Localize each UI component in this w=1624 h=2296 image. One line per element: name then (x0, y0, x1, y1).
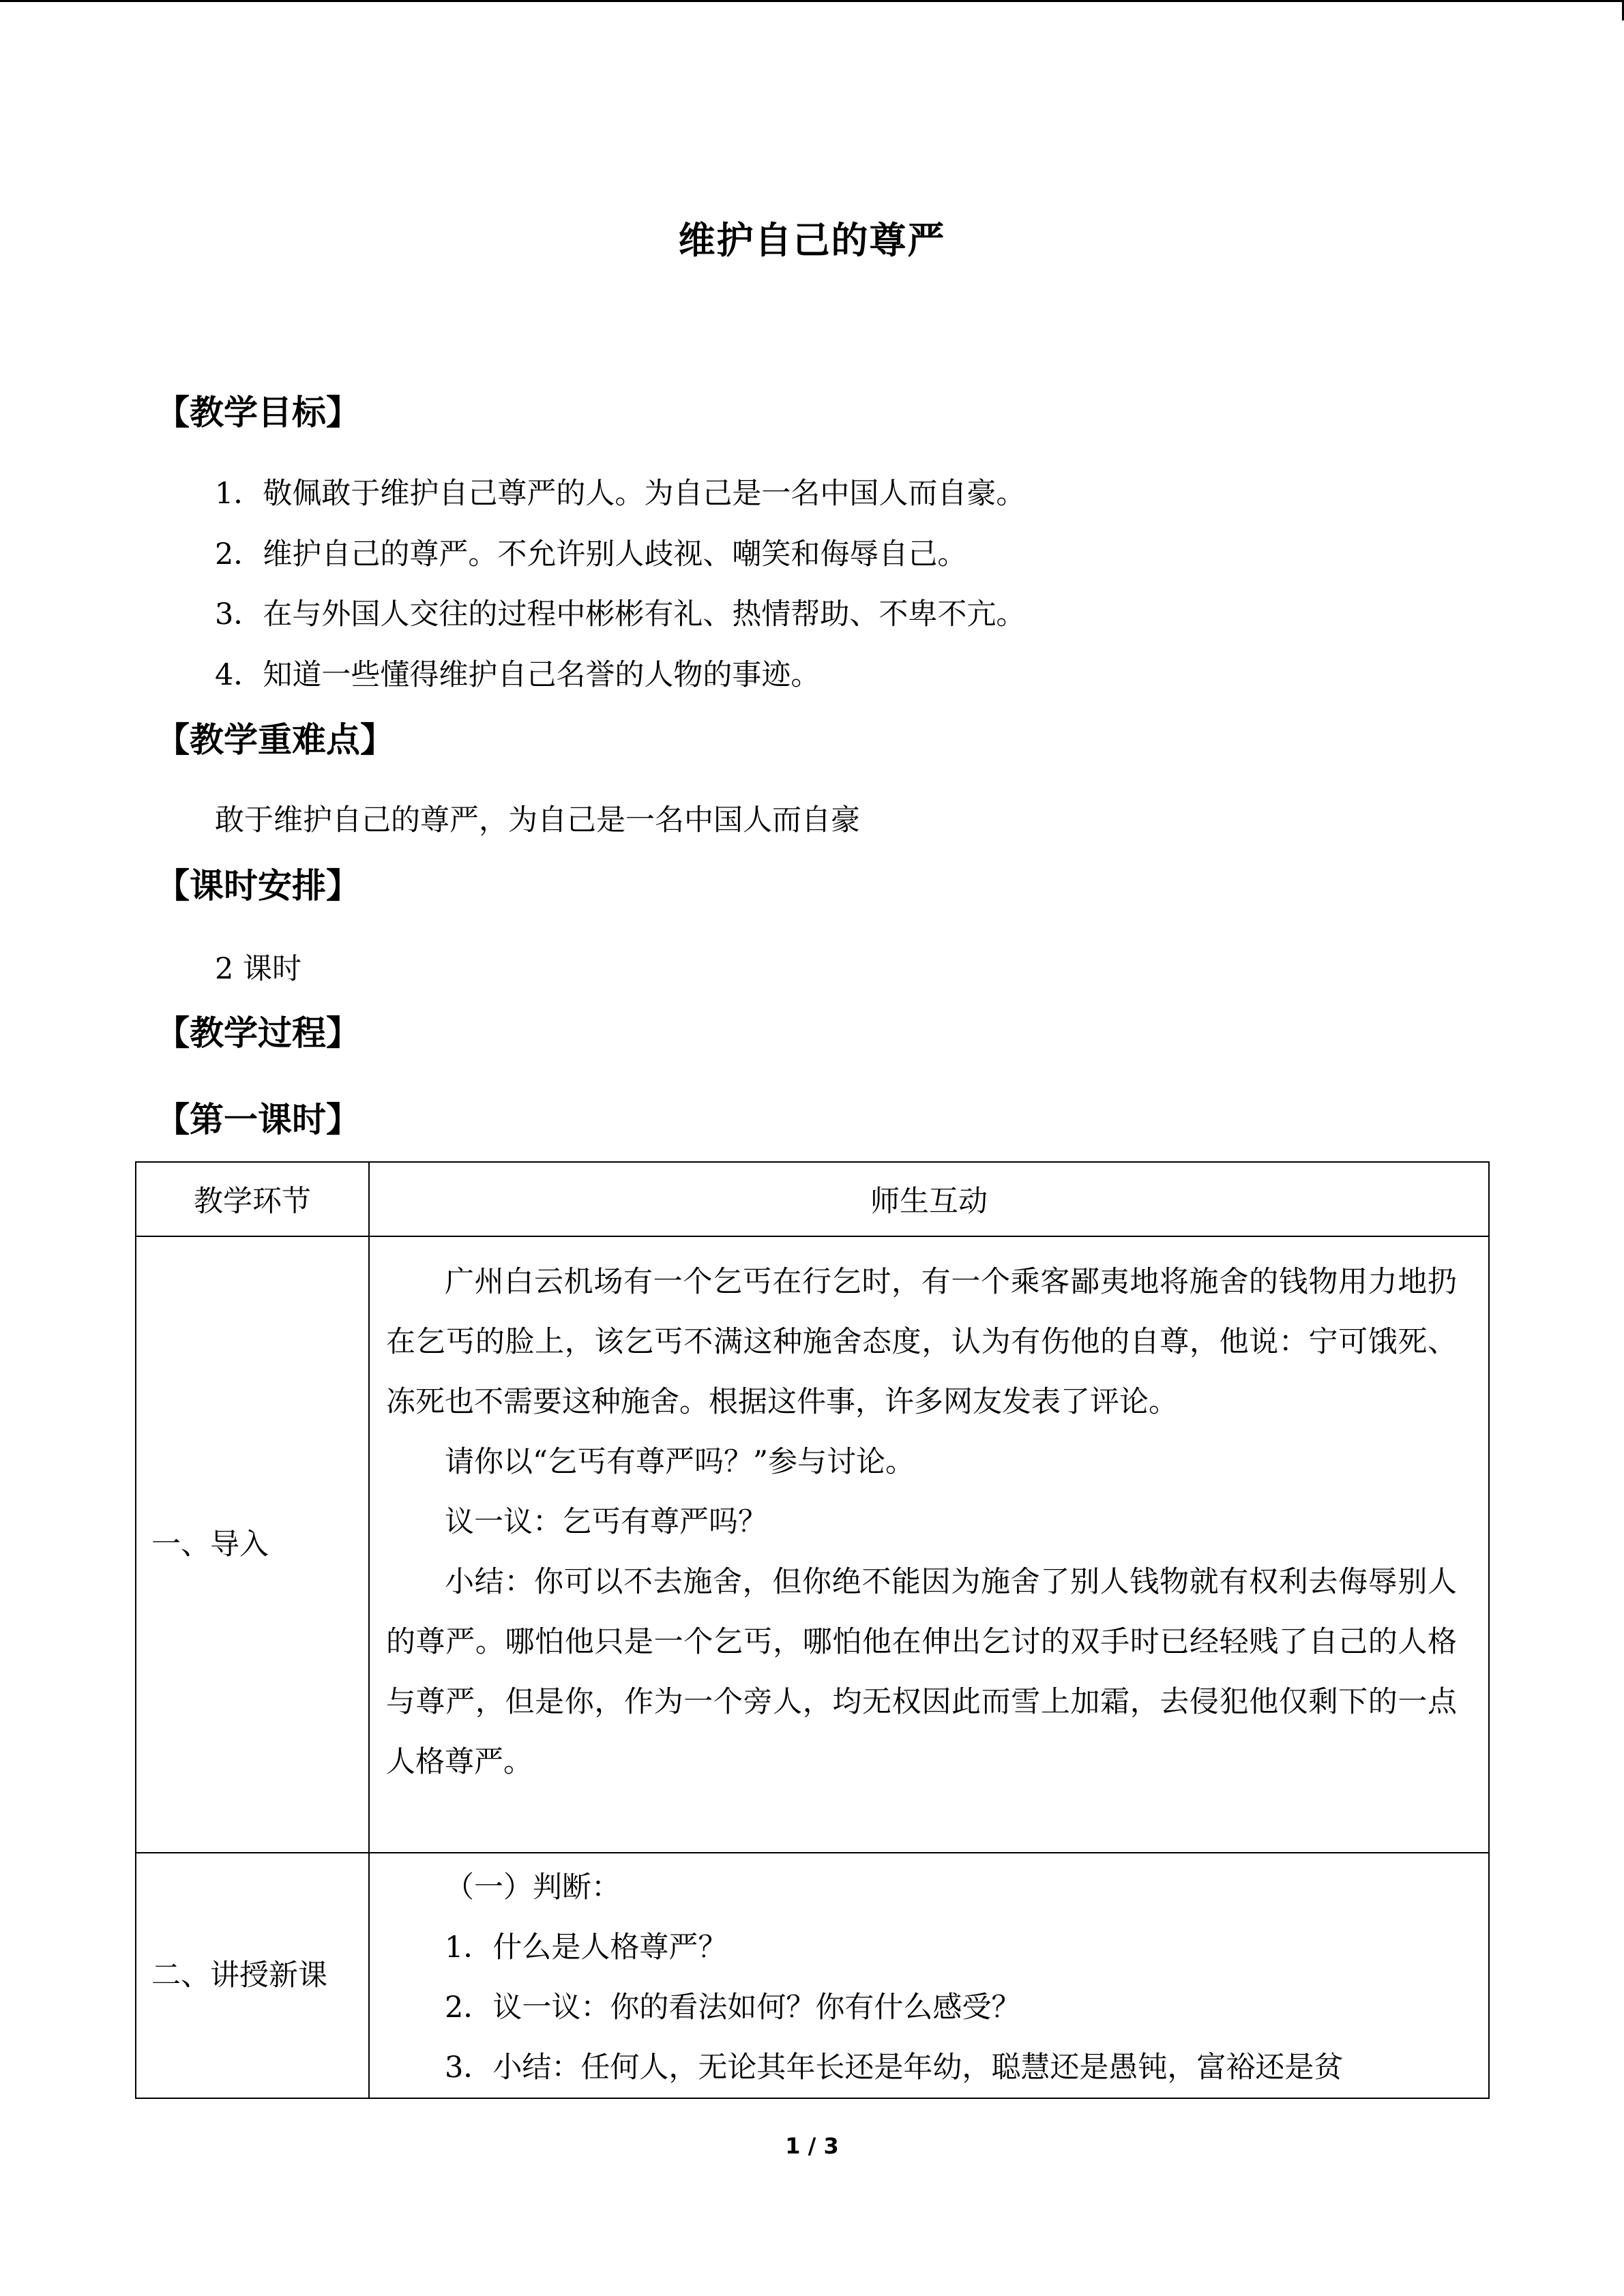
page-title: 维护自己的尊严 (678, 219, 946, 262)
header-stage: 教学环节 (136, 1162, 369, 1236)
interaction-paragraph: 3．小结：任何人，无论其年长还是年幼，聪慧还是愚钝，富裕还是贫 (445, 2051, 1344, 2085)
goal-item: 1．敬佩敢于维护自己尊严的人。为自己是一名中国人而自豪。 (215, 477, 1026, 511)
interaction-cell (369, 1236, 1489, 1853)
header-interaction: 师生互动 (369, 1162, 1489, 1236)
lesson-one-heading: 【第一课时】 (156, 1100, 360, 1139)
interaction-cell (369, 1853, 1489, 2098)
process-heading: 【教学过程】 (156, 1013, 360, 1053)
lesson-table (135, 1161, 1490, 2099)
table-row (136, 1236, 1489, 1853)
stage-cell: 一、导入 (136, 1236, 369, 1853)
interaction-paragraph: 1．什么是人格尊严？ (445, 1930, 728, 1965)
goal-item: 4．知道一些懂得维护自己名誉的人物的事迹。 (215, 658, 821, 692)
key-points-text: 敢于维护自己的尊严，为自己是一名中国人而自豪 (215, 803, 860, 837)
page-number: 1 / 3 (785, 2133, 839, 2159)
goal-item: 3．在与外国人交往的过程中彬彬有礼、热情帮助、不卑不亢。 (215, 597, 1026, 631)
key-points-heading: 【教学重难点】 (156, 720, 394, 760)
schedule-text: 2 课时 (215, 952, 302, 986)
interaction-paragraph: 2．议一议：你的看法如何？你有什么感受？ (445, 1991, 1021, 2025)
table-header-row (136, 1162, 1489, 1236)
interaction-paragraph: 请你以“乞丐有尊严吗？”参与讨论。 (445, 1445, 915, 1479)
table-row (136, 1853, 1489, 2098)
interaction-paragraph: （一）判断： (445, 1870, 621, 1905)
goal-item: 2．维护自己的尊严。不允许别人歧视、嘲笑和侮辱自己。 (215, 537, 967, 571)
schedule-heading: 【课时安排】 (156, 866, 360, 906)
goals-heading: 【教学目标】 (156, 393, 360, 432)
top-border (0, 0, 1624, 2)
interaction-paragraph: 小结：你可以不去施舍，但你绝不能因为施舍了别人钱物就有权利去侮辱别人的尊严。哪怕他只是一个乞丐，哪怕他在伸出乞讨的双手时已经轻贱了自己的人格与尊严，但是你，作为一个旁人，均无权因此而雪上加霜，去侵犯他仅剩下的一点人格尊严。 (386, 1565, 1457, 1779)
stage-cell (136, 1853, 369, 2098)
stage-label: 二、讲授新课 (151, 1958, 327, 1993)
interaction-paragraph: 广州白云机场有一个乞丐在行乞时，有一个乘客鄙夷地将施舍的钱物用力地扔在乞丐的脸上，该乞丐不满这种施舍态度，认为有伤他的自尊，他说：宁可饿死、冻死也不需要这种施舍。根据这件事，许多网友发表了评论。 (386, 1265, 1457, 1419)
interaction-paragraph: 议一议：乞丐有尊严吗？ (445, 1505, 767, 1539)
